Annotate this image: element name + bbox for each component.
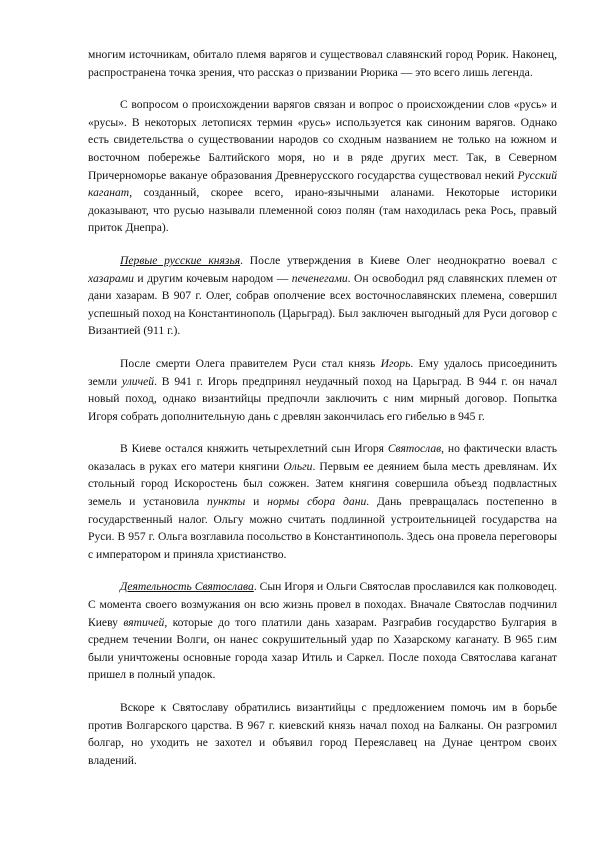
- paragraph: [88, 96, 557, 237]
- text-run: . В 941 г. Игорь предпринял неудачный поход на Царьград. В 944 г. он начал новый поход, однако византийцы предпочли заключить с ним мирный договор. Попытка Игоря собрать дополнительную дань с древлян закончилась его гибелью в 945 г.: [88, 374, 558, 423]
- emphasized-term: печенегами: [291, 271, 348, 285]
- emphasized-term: Ольги: [283, 459, 313, 473]
- text-run: , но фактически власть оказалась в руках его матери княгини: [88, 442, 557, 473]
- emphasized-term: Игорь: [380, 356, 411, 370]
- text-run: и: [245, 495, 268, 509]
- emphasized-term: вятичей: [123, 615, 165, 629]
- emphasized-term: пункты: [207, 495, 246, 509]
- paragraph: [88, 440, 557, 563]
- document-body: [88, 46, 557, 784]
- emphasized-term: нормы сбора дани: [267, 495, 367, 509]
- paragraph: [88, 252, 557, 340]
- text-run: Вскоре к Святославу обратились византийцы с предложением помочь им в борьбе против Волгарского царства. В 967 г. киевский князь начал поход на Балканы. Он разгромил болгар, но уходить не захотел и объявил город Переяславец на Дунае центром своих владений.: [88, 701, 557, 767]
- paragraph: [88, 699, 557, 769]
- paragraph: [88, 46, 557, 81]
- text-run: . Дань превращалась постепенно в государственный налог. Ольгу можно считать подлинной устроительницей государства на Руси. В 957 г. Ольга возглавила посольство в Константинополь. Здесь она провела переговоры с императором и приняла христианство.: [88, 495, 557, 561]
- text-run: . Сын Игоря и Ольги Святослав прославился как полководец. С момента своего возмужания он всю жизнь провел в походах. Вначале Святослав подчинил Киеву: [88, 580, 557, 629]
- paragraph: [88, 578, 557, 684]
- text-run: . Он освободил ряд славянских племен от дани хазарам. В 907 г. Олег, собрав ополчение всех восточнославянских племена, совершил успешный поход на Константинополь (Царьград). Был заключен выгодный для Руси договор с Византией (911 г.).: [88, 271, 557, 338]
- text-run: В Киеве остался княжить четырехлетний сын Игоря: [120, 442, 388, 456]
- section-heading: Первые русские князья: [120, 253, 241, 267]
- text-run: , созданный, скорее всего, ирано-язычными аланами. Некоторые историки доказывают, что русью называли племенной союз полян (там находилась река Рось, правый приток Днепра).: [88, 186, 557, 235]
- emphasized-term: хазарами: [88, 271, 134, 285]
- emphasized-term: уличей: [121, 374, 155, 388]
- emphasized-term: Русский каганат: [88, 168, 557, 200]
- text-run: . Первым ее деянием была месть древлянам. Их стольный город Искоростень был сожжен. Затем княгиня совершила объезд подвластных земель и установила: [88, 459, 558, 509]
- text-run: После смерти Олега правителем Руси стал князь: [120, 356, 381, 370]
- text-run: . После утверждения в Киеве Олег неоднократно воевал с: [240, 253, 557, 267]
- text-run: . Ему удалось присоединить земли: [88, 356, 557, 388]
- emphasized-term: Святослав: [387, 442, 442, 456]
- text-run: С вопросом о происхождении варягов связан и вопрос о происхождении слов «русь» и «русы». В некоторых летописях термин «русь» используется как синоним варягов. Однако есть свидетельства о существовании народов со сходным названием не только на южном и восточном побережье Балтийского моря, но и в ряде других мест. Так, в Северном Причерноморье вакануе образования Древнерусского государства существовал некий: [88, 98, 557, 182]
- section-heading: Деятельность Святослава: [120, 580, 254, 594]
- text-run: и другим кочевым народом —: [133, 271, 292, 285]
- paragraph: [88, 355, 557, 425]
- text-run: многим источникам, обитало племя варягов и существовал славянский город Рорик. Наконец, распространена точка зрения, что рассказ о призвании Рюрика — это всего лишь легенда.: [88, 48, 557, 79]
- text-run: , которые до того платили дань хазарам. Разграбив государство Булгария в среднем течении Волги, он нанес сокрушительный удар по Хазарскому каганату. В 965 г.им были уничтожены основные города хазар Итиль и Саркел. После похода Святослава каганат пришел в полный упадок.: [88, 615, 558, 682]
